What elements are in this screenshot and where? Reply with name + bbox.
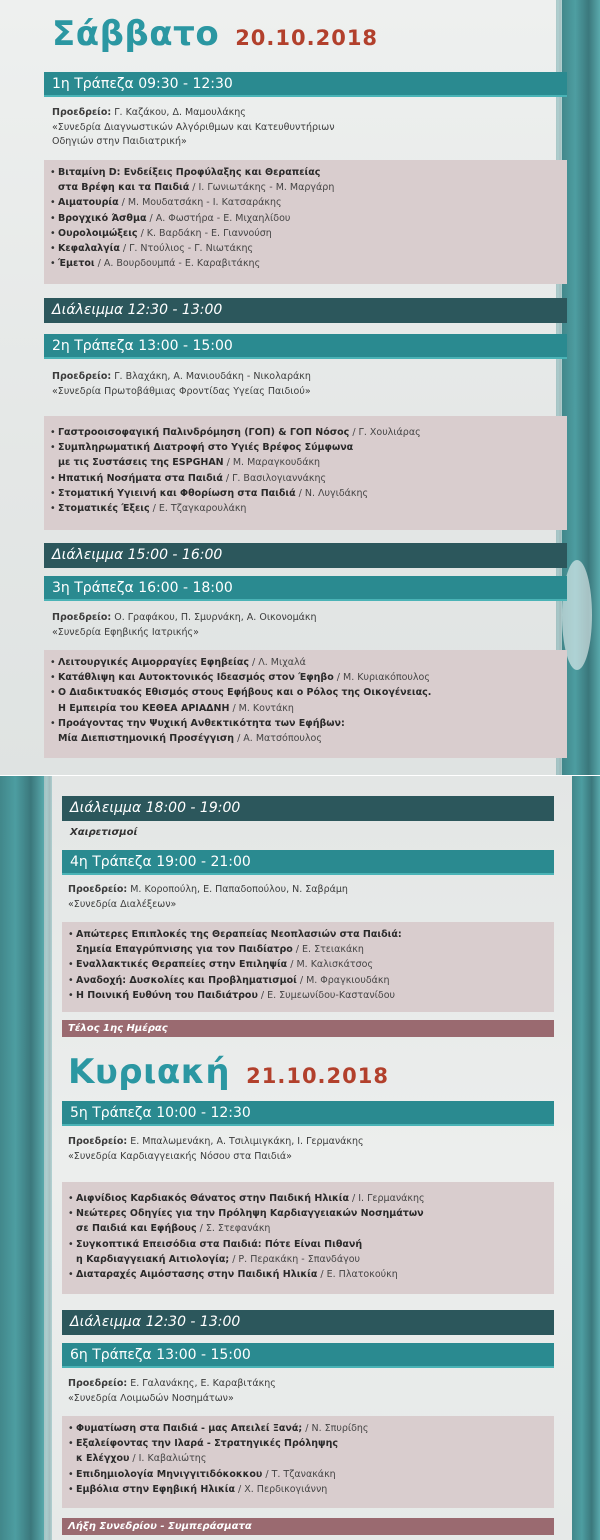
chair-label: Προεδρείο:: [68, 1136, 128, 1147]
talk-item: Η Εμπειρία του ΚΕΘΕΑ ΑΡΙΑΔΝΗ / Μ. Κοντάκη: [58, 702, 294, 714]
day1-heading: [52, 14, 378, 54]
closing-bar: Λήξη Συνεδρίου - Συμπεράσματα: [62, 1518, 554, 1535]
talk-item: • Νεώτερες Οδηγίες για την Πρόληψη Καρδιαγγειακών Νοσημάτων: [68, 1208, 424, 1220]
talk-item: σε Παιδιά και Εφήβους / Σ. Στεφανάκη: [76, 1223, 271, 1235]
chair-label: Προεδρείο:: [68, 884, 128, 895]
talk-item: • Ηπατική Νοσήματα στα Παιδιά / Γ. Βασιλογιαννάκης: [50, 472, 327, 484]
talk-item: • Προάγοντας την Ψυχική Ανθεκτικότητα των Εφήβων:: [50, 717, 345, 729]
session-subtitle: «Συνεδρία Διαλέξεων»: [68, 898, 177, 910]
break-bar: Διάλειμμα 12:30 - 13:00: [44, 298, 567, 323]
talk-item: • Φυματίωση στα Παιδιά - μας Απειλεί Ξανά; / Ν. Σπυρίδης: [68, 1423, 369, 1434]
session-header: 5η Τράπεζα 10:00 - 12:30: [62, 1101, 554, 1126]
talk-item: • Επιδημιολογία Μηνιγγιτιδόκοκκου / Τ. Τζανακάκη: [68, 1468, 336, 1480]
decorative-strip: [44, 776, 52, 1540]
talk-item: • Στοματικές Έξεις / Ε. Τζαγκαρουλάκη: [50, 503, 247, 515]
talk-item: στα Βρέφη και τα Παιδιά / Ι. Γωνιωτάκης - Μ. Μαργάρη: [58, 182, 335, 194]
talk-item: • Ο Διαδικτυακός Εθισμός στους Εφήβους και ο Ρόλος της Οικογένειας.: [50, 687, 432, 699]
talk-item: με τις Συστάσεις της ESPGHAN / Μ. Μαραγκουδάκη: [58, 457, 321, 469]
decorative-strip: [572, 776, 600, 1540]
talk-item: • Ουρολοιμώξεις / Κ. Βαρδάκη - Ε. Γιαννούση: [50, 227, 272, 239]
day2-panel: [0, 776, 600, 1540]
chair-label: Προεδρείο:: [52, 107, 112, 118]
talk-item: • Εξαλείφοντας την Ιλαρά - Στρατηγικές Πρόληψης: [68, 1438, 338, 1450]
day-name: Κυριακή: [68, 1052, 231, 1092]
greeting-text: Χαιρετισμοί: [70, 827, 138, 838]
talk-item: κ Ελέγχου / Ι. Καβαλιώτης: [76, 1453, 207, 1465]
chair-names: Γ. Καζάκου, Δ. Μαμουλάκης: [111, 107, 246, 118]
session-chair: [52, 370, 311, 399]
talk-item: • Αιματουρία / Μ. Μουδατσάκη - Ι. Κατσαράκης: [50, 197, 282, 209]
day-name: Σάββατο: [52, 14, 220, 54]
talk-item: • Γαστροοισοφαγική Παλινδρόμηση (ΓΟΠ) & ΓΟΠ Νόσος / Γ. Χουλιάρας: [50, 427, 421, 438]
session-subtitle: «Συνεδρία Καρδιαγγειακής Νόσου στα Παιδιά»: [68, 1150, 292, 1162]
chair-names: Ε. Γαλανάκης, Ε. Καραβιτάκης: [127, 1378, 276, 1389]
talk-list: [44, 160, 567, 284]
chair-label: Προεδρείο:: [68, 1378, 128, 1389]
session-header: 2η Τράπεζα 13:00 - 15:00: [44, 334, 567, 359]
chair-names: Μ. Κοροπούλη, Ε. Παπαδοπούλου, Ν. Σαβράμη: [127, 884, 348, 895]
talk-list: [62, 1182, 554, 1294]
talk-item: Μία Διεπιστημονική Προσέγγιση / Α. Ματσόπουλος: [58, 733, 322, 745]
talk-item: • Συγκοπτικά Επεισόδια στα Παιδιά: Πότε Είναι Πιθανή: [68, 1238, 363, 1250]
talk-item: • Βιταμίνη D: Ενδείξεις Προφύλαξης και Θεραπείας: [50, 167, 321, 178]
talk-item: • Κεφαλαλγία / Γ. Ντούλιος - Γ. Νιωτάκης: [50, 243, 254, 255]
session-header: 6η Τράπεζα 13:00 - 15:00: [62, 1343, 554, 1368]
talk-item: η Καρδιαγγειακή Αιτιολογία; / Ρ. Περακάκη - Σπανδάγου: [76, 1253, 361, 1265]
talk-item: • Διαταραχές Αιμόστασης στην Παιδική Ηλικία / Ε. Πλατοκούκη: [68, 1269, 398, 1281]
talk-item: • Η Ποινική Ευθύνη του Παιδιάτρου / Ε. Συμεωνίδου-Καστανίδου: [68, 989, 395, 1001]
session-chair: [52, 611, 317, 640]
session-subtitle: «Συνεδρία Πρωτοβάθμιας Φροντίδας Υγείας Παιδιού»: [52, 385, 311, 397]
talk-item: • Έμετοι / Α. Βουρδουμπά - Ε. Καραβιτάκης: [50, 258, 261, 270]
session-header: 1η Τράπεζα 09:30 - 12:30: [44, 72, 567, 97]
session-chair: [68, 883, 348, 912]
session-chair: [52, 106, 335, 150]
talk-item: • Αιφνίδιος Καρδιακός Θάνατος στην Παιδική Ηλικία / Ι. Γερμανάκης: [68, 1193, 425, 1204]
break-bar: Διάλειμμα 12:30 - 13:00: [62, 1310, 554, 1335]
talk-list: [44, 650, 567, 758]
break-bar: Διάλειμμα 15:00 - 16:00: [44, 543, 567, 568]
day-date: 20.10.2018: [235, 26, 379, 50]
talk-item: • Κατάθλιψη και Αυτοκτονικός Ιδεασμός στον Έφηβο / Μ. Κυριακόπουλος: [50, 672, 430, 684]
talk-item: • Εναλλακτικές Θεραπείες στην Επιληψία / Μ. Καλισκάτσος: [68, 959, 374, 971]
session-chair: [68, 1135, 364, 1164]
chair-label: Προεδρείο:: [52, 612, 112, 623]
day-end-bar: Τέλος 1ης Ημέρας: [62, 1020, 554, 1037]
session-header: 3η Τράπεζα 16:00 - 18:00: [44, 576, 567, 601]
session-subtitle: «Συνεδρία Εφηβικής Ιατρικής»: [52, 626, 199, 638]
chair-names: Ο. Γραφάκου, Π. Σμυρνάκη, Α. Οικονομάκη: [111, 612, 317, 623]
talk-list: [62, 922, 554, 1012]
talk-list: [44, 416, 567, 530]
talk-item: • Στοματική Υγιεινή και Φθορίωση στα Παιδιά / Ν. Λυγιδάκης: [50, 487, 369, 499]
day-date: 21.10.2018: [246, 1064, 389, 1088]
talk-item: • Λειτουργικές Αιμορραγίες Εφηβείας / Λ. Μιχαλά: [50, 657, 306, 668]
session-chair: [68, 1377, 276, 1406]
talk-list: [62, 1416, 554, 1508]
chair-names: Ε. Μπαλωμενάκη, Α. Τσιλιμιγκάκη, Ι. Γερμανάκης: [127, 1136, 364, 1147]
talk-item: • Εμβόλια στην Εφηβική Ηλικία / Χ. Περδικογιάννη: [68, 1483, 328, 1495]
session-subtitle: «Συνεδρία Λοιμωδών Νοσημάτων»: [68, 1392, 234, 1404]
session-header: 4η Τράπεζα 19:00 - 21:00: [62, 850, 554, 875]
decorative-strip: [0, 776, 44, 1540]
talk-item: • Απώτερες Επιπλοκές της Θεραπείας Νεοπλασιών στα Παιδιά:: [68, 929, 402, 940]
chair-names: Γ. Βλαχάκη, Α. Μανιουδάκη - Νικολαράκη: [111, 371, 311, 382]
break-bar: Διάλειμμα 18:00 - 19:00: [62, 796, 554, 821]
chair-label: Προεδρείο:: [52, 371, 112, 382]
talk-item: • Συμπληρωματική Διατροφή στο Υγιές Βρέφος Σύμφωνα: [50, 442, 354, 454]
talk-item: Σημεία Επαγρύπνισης για τον Παιδίατρο / Ε. Στειακάκη: [76, 944, 364, 956]
talk-item: • Βρογχικό Άσθμα / Α. Φωστήρα - Ε. Μιχαηλίδου: [50, 212, 291, 224]
talk-item: • Αναδοχή: Δυσκολίες και Προβληματισμοί / Μ. Φραγκιουδάκη: [68, 974, 390, 986]
session-subtitle: «Συνεδρία Διαγνωστικών Αλγόριθμων και Κατευθυντήριων: [52, 121, 335, 133]
session-subtitle: Οδηγιών στην Παιδιατρική»: [52, 136, 187, 147]
day2-heading: [68, 1052, 389, 1092]
